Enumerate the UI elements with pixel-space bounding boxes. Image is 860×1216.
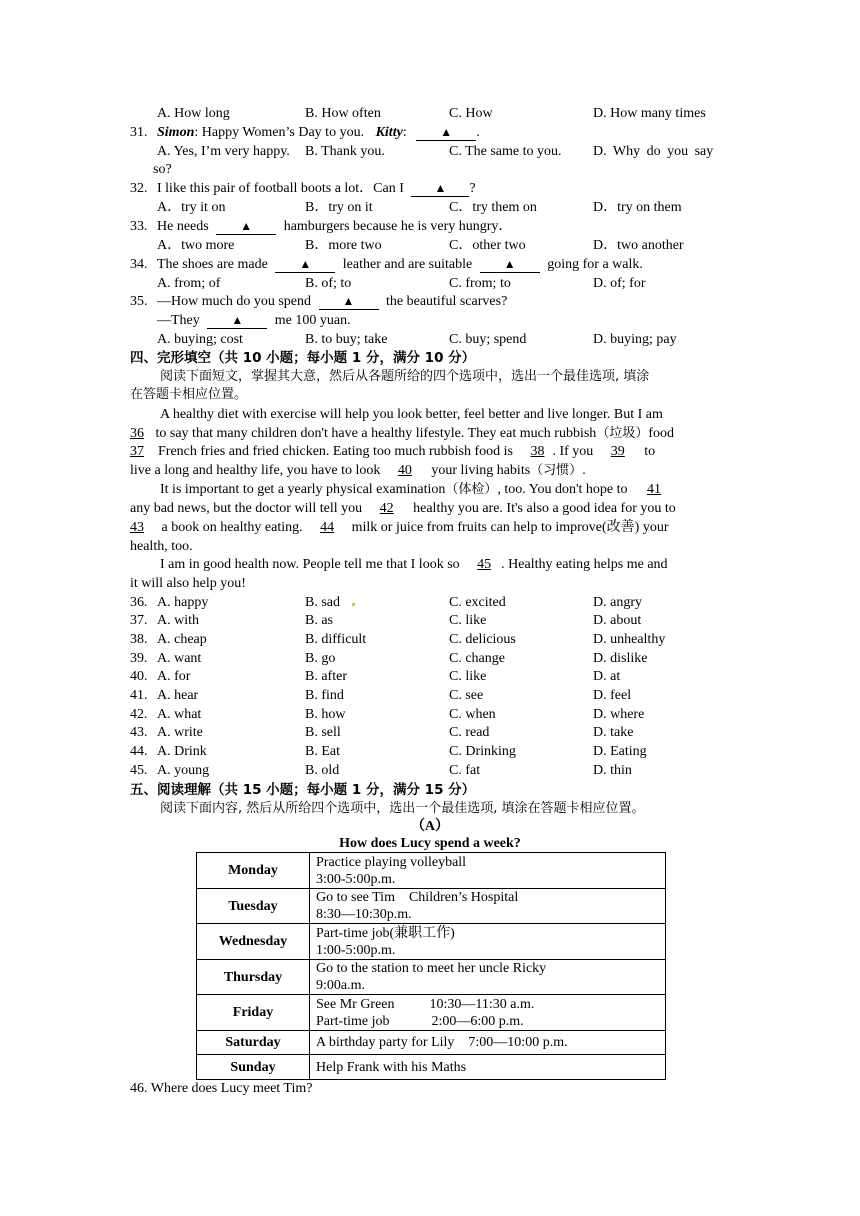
- option-a[interactable]: A. want: [157, 651, 202, 666]
- option-b[interactable]: B. sad: [305, 595, 340, 610]
- option-d[interactable]: D. unhealthy: [593, 632, 666, 647]
- blank-43[interactable]: 43: [130, 520, 144, 535]
- blank-42[interactable]: 42: [379, 501, 394, 516]
- option-b[interactable]: B. go: [305, 651, 336, 666]
- q32-option-b[interactable]: B．try on it: [305, 200, 373, 215]
- part-label: （A）: [410, 819, 450, 834]
- option-a[interactable]: A. hear: [157, 688, 199, 703]
- day-cell: Monday: [197, 853, 310, 889]
- q35-option-b[interactable]: B. to buy; take: [305, 332, 388, 347]
- blank-44[interactable]: 44: [320, 520, 335, 535]
- schedule-table: [196, 852, 666, 1080]
- option-a[interactable]: A. with: [157, 613, 199, 628]
- q32-stem: 32. I like this pair of football boots a lot．Can I ▲ ?: [130, 181, 476, 196]
- q33-stem: 33. He needs ▲ hamburgers because he is very hungry．: [130, 219, 513, 234]
- blank-40[interactable]: 40: [397, 463, 412, 478]
- option-c[interactable]: C. fat: [449, 763, 481, 778]
- q31-stem: 31. Simon: Happy Women’s Day to you. Kitty: ▲ .: [130, 125, 480, 140]
- section4-heading: 四、完形填空（共 10 小题；每小题 1 分，满分 10 分）: [130, 350, 476, 366]
- option-a[interactable]: A. Drink: [157, 744, 207, 759]
- q33-option-d[interactable]: D．two another: [593, 238, 684, 253]
- option-c[interactable]: C. excited: [449, 595, 506, 610]
- blank-36[interactable]: 36: [130, 426, 144, 441]
- table-row: [197, 924, 666, 960]
- table-row: [197, 889, 666, 924]
- section4-instruction-line1: 阅读下面短文，掌握其大意，然后从各题所给的四个选项中，选出一个最佳选项, 填涂: [160, 369, 650, 384]
- option-d[interactable]: D. at: [593, 669, 621, 684]
- q34-option-c[interactable]: C. from; to: [449, 276, 511, 291]
- cloze-p1-line4: live a long and healthy life, you have to look 40 your living habits（习惯）.: [130, 463, 586, 478]
- option-d[interactable]: D. take: [593, 725, 634, 740]
- section5-instruction: 阅读下面内容, 然后从所给四个选项中，选出一个最佳选项, 填涂在答题卡相应位置。: [160, 801, 645, 816]
- q35-answer-blank-1[interactable]: ▲: [319, 294, 379, 310]
- q35-answer-blank-2[interactable]: ▲: [207, 313, 267, 329]
- q32-option-c[interactable]: C．try them on: [449, 200, 537, 215]
- q33-option-b[interactable]: B．more two: [305, 238, 382, 253]
- option-d[interactable]: D. where: [593, 707, 645, 722]
- stray-mark: [352, 603, 355, 606]
- blank-37[interactable]: 37: [130, 444, 144, 459]
- q31-option-a[interactable]: A. Yes, I’m very happy.: [157, 144, 290, 159]
- q34-answer-blank-2[interactable]: ▲: [480, 257, 540, 273]
- q34-option-d[interactable]: D. of; for: [593, 276, 646, 291]
- q31-text1: : Happy Women’s Day to you.: [194, 125, 365, 140]
- q31-speaker1: Simon: [157, 125, 195, 140]
- option-d[interactable]: D. feel: [593, 688, 632, 703]
- day-cell: Thursday: [197, 960, 310, 995]
- option-c[interactable]: C. see: [449, 688, 484, 703]
- blank-41[interactable]: 41: [647, 482, 661, 497]
- q33-answer-blank[interactable]: ▲: [216, 219, 276, 235]
- q30-option-c[interactable]: C. How: [449, 106, 493, 121]
- option-b[interactable]: B. Eat: [305, 744, 340, 759]
- option-b[interactable]: B. difficult: [305, 632, 367, 647]
- blank-39[interactable]: 39: [610, 444, 625, 459]
- q34-answer-blank-1[interactable]: ▲: [275, 257, 335, 273]
- table-row: [197, 1055, 666, 1080]
- table-title: How does Lucy spend a week?: [339, 836, 521, 851]
- q31-option-d[interactable]: D. Why do you say: [593, 144, 714, 159]
- option-d[interactable]: D. about: [593, 613, 642, 628]
- cloze-p2-line1: It is important to get a yearly physical examination（体检）, too. You don't hope to 41: [160, 482, 661, 497]
- activity-cell: Help Frank with his Maths: [310, 1055, 666, 1080]
- option-c[interactable]: C. when: [449, 707, 496, 722]
- cloze-p1-line3: 37 French fries and fried chicken. Eating too much rubbish food is 38 . If you 39 to: [130, 444, 656, 459]
- option-b[interactable]: B. sell: [305, 725, 341, 740]
- q35-stem-line1: 35. —How much do you spend ▲ the beautiful scarves?: [130, 294, 508, 309]
- table-row: [197, 1031, 666, 1055]
- q33-option-a[interactable]: A．two more: [157, 238, 235, 253]
- q33-option-c[interactable]: C．other two: [449, 238, 526, 253]
- activity-cell: See Mr Green 10:30—11:30 a.m. Part-time job 2:00—6:00 p.m.: [310, 995, 666, 1031]
- q31-option-d-cont: so?: [153, 162, 172, 177]
- option-a[interactable]: A. write: [157, 725, 203, 740]
- q35-option-c[interactable]: C. buy; spend: [449, 332, 527, 347]
- option-c[interactable]: C. delicious: [449, 632, 516, 647]
- q34-option-a[interactable]: A. from; of: [157, 276, 221, 291]
- option-b[interactable]: B. find: [305, 688, 344, 703]
- option-b[interactable]: B. old: [305, 763, 340, 778]
- section5-heading: 五、阅读理解（共 15 小题；每小题 1 分，满分 15 分）: [130, 782, 476, 798]
- section4-instruction-line2: 在答题卡相应位置。: [130, 387, 248, 402]
- option-b[interactable]: B. as: [305, 613, 333, 628]
- q31-option-b[interactable]: B. Thank you.: [305, 144, 385, 159]
- q34-option-b[interactable]: B. of; to: [305, 276, 352, 291]
- activity-cell: Go to see Tim Children’s Hospital 8:30—10:30p.m.: [310, 889, 666, 924]
- option-a[interactable]: A. happy: [157, 595, 209, 610]
- blank-38[interactable]: 38: [530, 444, 545, 459]
- table-row: [197, 960, 666, 995]
- day-cell: Friday: [197, 995, 310, 1031]
- q32-answer-blank[interactable]: ▲: [411, 181, 469, 197]
- option-b[interactable]: B. how: [305, 707, 346, 722]
- option-d[interactable]: D. thin: [593, 763, 632, 778]
- option-a[interactable]: A. young: [157, 763, 210, 778]
- activity-cell: Part-time job(兼职工作) 1:00-5:00p.m.: [310, 924, 666, 960]
- q31-option-c[interactable]: C. The same to you.: [449, 144, 562, 159]
- option-c[interactable]: C. like: [449, 613, 487, 628]
- cloze-p3-line2: it will also help you!: [130, 576, 246, 591]
- q35-stem-line2: —They ▲ me 100 yuan.: [157, 313, 351, 328]
- option-d[interactable]: D. dislike: [593, 651, 648, 666]
- q31-number: 31.: [130, 125, 148, 140]
- q35-option-a[interactable]: A. buying; cost: [157, 332, 243, 347]
- question-46: 46. Where does Lucy meet Tim?: [130, 1081, 313, 1096]
- table-row: [197, 853, 666, 889]
- day-cell: Saturday: [197, 1031, 310, 1055]
- cloze-p2-line2: any bad news, but the doctor will tell you 42 healthy you are. It's also a good idea for you to: [130, 501, 676, 516]
- option-c[interactable]: C. like: [449, 669, 487, 684]
- q31-answer-blank[interactable]: ▲: [416, 125, 476, 141]
- cloze-p1-line2: 36 to say that many children don't have a healthy lifestyle. They eat much rubbish（垃圾）food: [130, 426, 674, 441]
- option-d[interactable]: D. angry: [593, 595, 642, 610]
- option-a[interactable]: A. for: [157, 669, 191, 684]
- activity-cell: Go to the station to meet her uncle Ricky 9:00a.m.: [310, 960, 666, 995]
- q34-stem: 34. The shoes are made ▲ leather and are suitable ▲ going for a walk.: [130, 257, 643, 272]
- q31-text2: :: [402, 125, 407, 140]
- cloze-p1-line1: A healthy diet with exercise will help you look better, feel better and live longer. But I am: [160, 407, 663, 422]
- day-cell: Sunday: [197, 1055, 310, 1080]
- day-cell: Wednesday: [197, 924, 310, 960]
- q35-option-d[interactable]: D. buying; pay: [593, 332, 677, 347]
- q32-option-d[interactable]: D．try on them: [593, 200, 682, 215]
- option-c[interactable]: C. read: [449, 725, 490, 740]
- q30-option-a[interactable]: A. How long: [157, 106, 230, 121]
- q32-option-a[interactable]: A．try it on: [157, 200, 226, 215]
- day-cell: Tuesday: [197, 889, 310, 924]
- cloze-p2-line4: health, too.: [130, 539, 193, 554]
- option-b[interactable]: B. after: [305, 669, 347, 684]
- option-d[interactable]: D. Eating: [593, 744, 647, 759]
- option-a[interactable]: A. what: [157, 707, 202, 722]
- activity-cell: Practice playing volleyball 3:00-5:00p.m.: [310, 853, 666, 889]
- q30-option-d[interactable]: D. How many times: [593, 106, 706, 121]
- blank-45[interactable]: 45: [477, 557, 492, 572]
- q30-option-b[interactable]: B. How often: [305, 106, 381, 121]
- cloze-p2-line3: 43 a book on healthy eating. 44 milk or juice from fruits can help to improve(改善) your: [130, 520, 669, 535]
- option-c[interactable]: C. change: [449, 651, 505, 666]
- table-row: [197, 995, 666, 1031]
- option-c[interactable]: C. Drinking: [449, 744, 516, 759]
- option-a[interactable]: A. cheap: [157, 632, 207, 647]
- cloze-p3-line1: I am in good health now. People tell me that I look so 45 . Healthy eating helps me and: [160, 557, 668, 572]
- activity-cell: A birthday party for Lily 7:00—10:00 p.m.: [310, 1031, 666, 1055]
- q31-speaker2: Kitty: [375, 125, 403, 140]
